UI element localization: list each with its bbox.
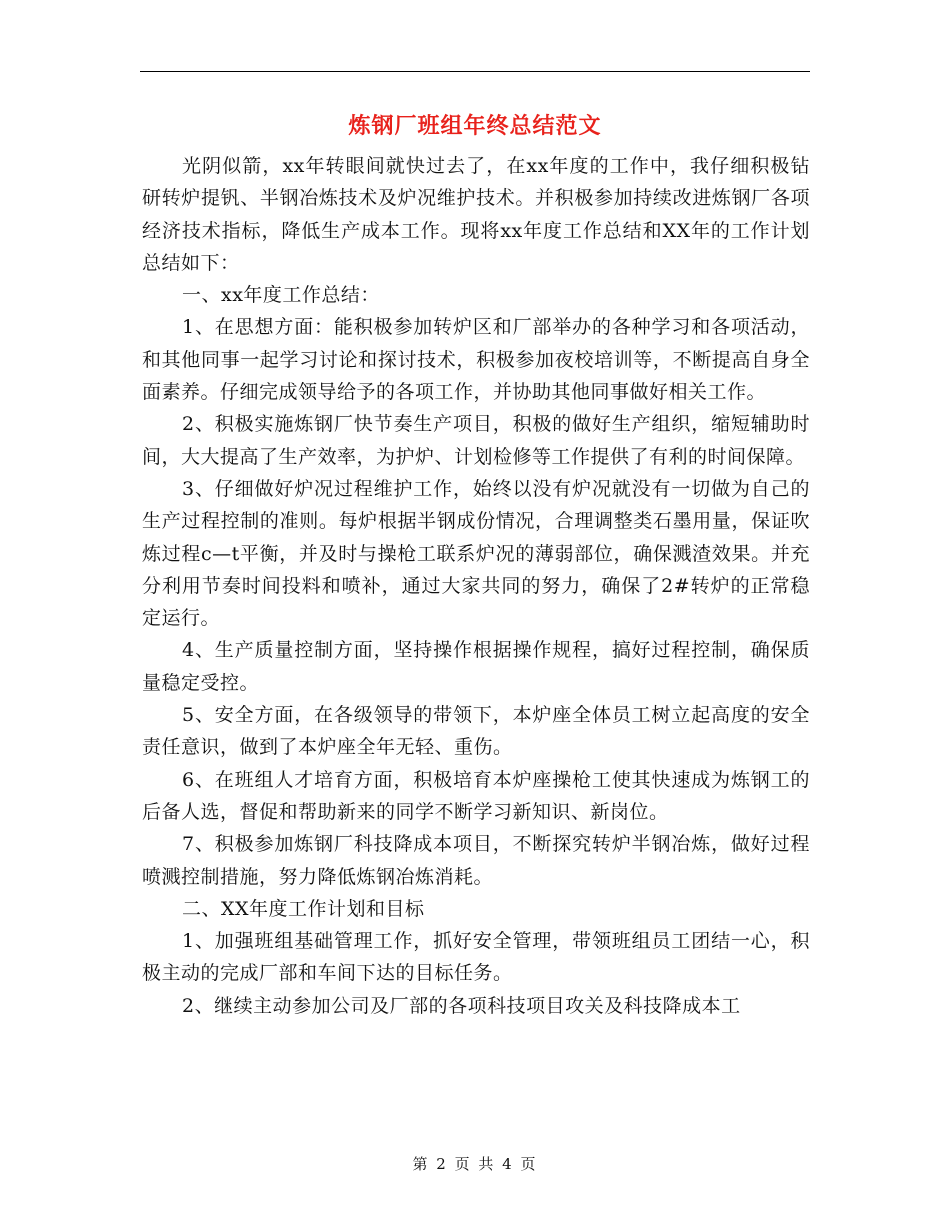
document-body [142, 150, 810, 1022]
paragraph-item-3: 3、仔细做好炉况过程维护工作，始终以没有炉况就没有一切做为自己的生产过程控制的准则。每炉根据半钢成份情况，合理调整类石墨用量，保证吹炼过程c—t平衡，并及时与操枪工联系炉况的薄弱部位，确保溅渣效果。并充分利用节奏时间投料和喷补，通过大家共同的努力，确保了2#转炉的正常稳定运行。 [142, 477, 810, 630]
paragraph-item-5: 5、安全方面，在各级领导的带领下，本炉座全体员工树立起高度的安全责任意识，做到了本炉座全年无轻、重伤。 [142, 704, 810, 759]
paragraph-intro: 光阴似箭，xx年转眼间就快过去了，在xx年度的工作中，我仔细积极钻研转炉提钒、半钢冶炼技术及炉况维护技术。并积极参加持续改进炼钢厂各项经济技术指标，降低生产成本工作。现将xx年度工作总结和XX年的工作计划总结如下： [142, 155, 810, 274]
paragraph-item-1: 1、在思想方面：能积极参加转炉区和厂部举办的各种学习和各项活动，和其他同事一起学习讨论和探讨技术，积极参加夜校培训等，不断提高自身全面素养。仔细完成领导给予的各项工作，并协助其他同事做好相关工作。 [142, 316, 810, 404]
document-title: 炼钢厂班组年终总结范文 [348, 113, 602, 139]
page-number-footer: 第 2 页 共 4 页 [412, 1155, 538, 1173]
paragraph-item-2: 2、积极实施炼钢厂快节奏生产项目，积极的做好生产组织，缩短辅助时间，大大提高了生产效率，为护炉、计划检修等工作提供了有利的时间保障。 [142, 413, 810, 468]
header-rule [140, 71, 810, 72]
paragraph-item-7: 7、积极参加炼钢厂科技降成本项目，不断探究转炉半钢冶炼，做好过程喷溅控制措施，努力降低炼钢冶炼消耗。 [142, 833, 810, 888]
paragraph-item-6: 6、在班组人才培育方面，积极培育本炉座操枪工使其快速成为炼钢工的后备人选，督促和帮助新来的同学不断学习新知识、新岗位。 [142, 768, 810, 823]
section-heading-summary: 一、xx年度工作总结： [182, 284, 380, 307]
paragraph-plan-1: 1、加强班组基础管理工作，抓好安全管理，带领班组员工团结一心，积极主动的完成厂部和车间下达的目标任务。 [142, 930, 810, 985]
paragraph-item-4: 4、生产质量控制方面，坚持操作根据操作规程，搞好过程控制，确保质量稳定受控。 [142, 639, 810, 694]
section-heading-plan: 二、XX年度工作计划和目标 [182, 897, 425, 920]
paragraph-plan-2: 2、继续主动参加公司及厂部的各项科技项目攻关及科技降成本工 [182, 994, 741, 1017]
